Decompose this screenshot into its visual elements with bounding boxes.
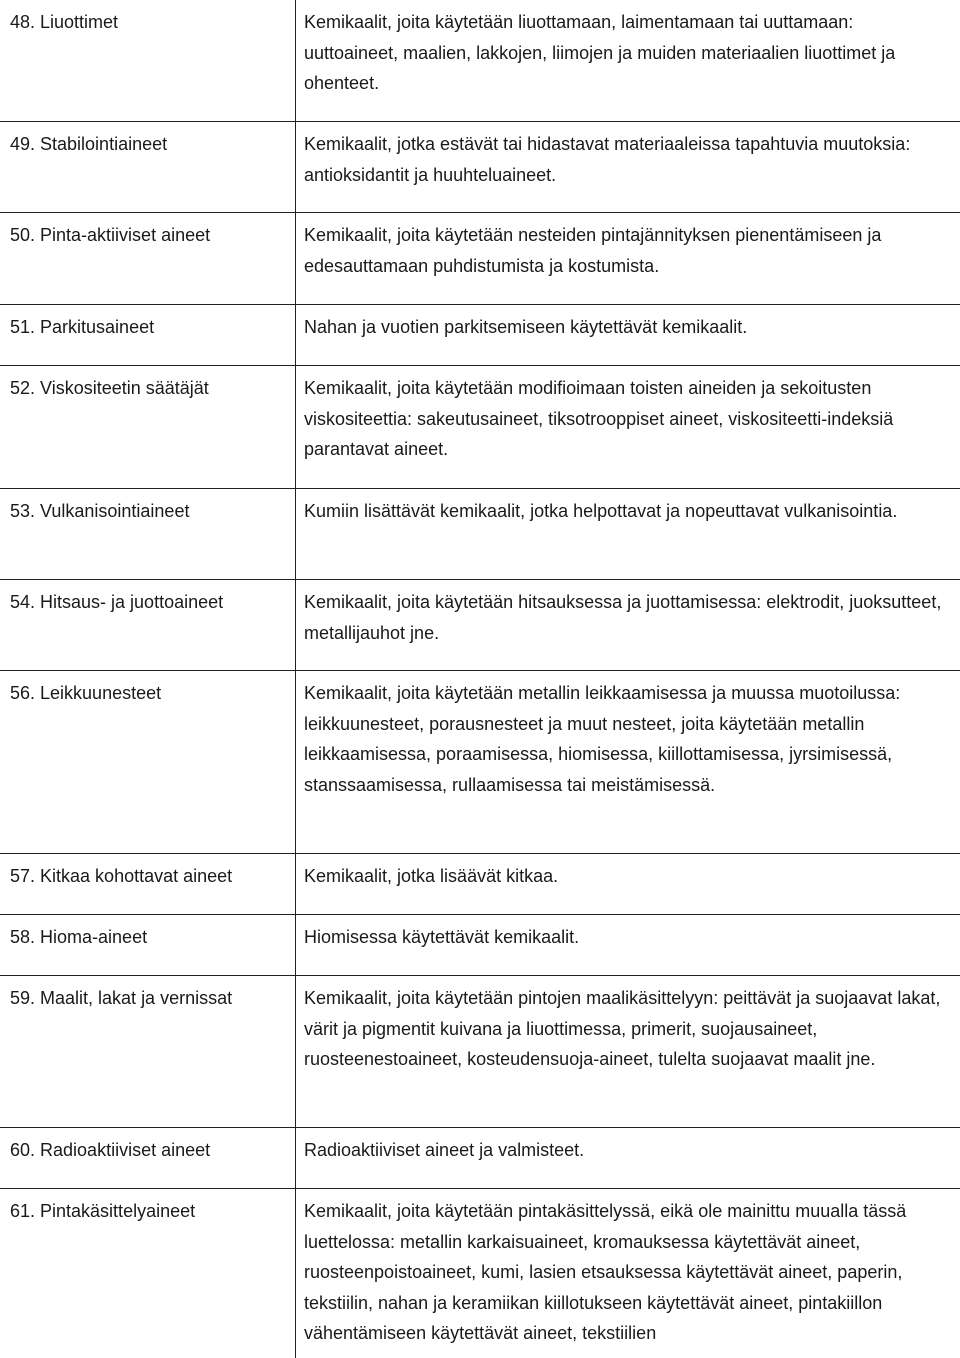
table-row [0,122,960,213]
term-cell: 56. Leikkuunesteet [0,671,296,853]
table-row [0,671,960,854]
table-row [0,854,960,915]
definition-cell: Kemikaalit, jotka lisäävät kitkaa. [304,866,559,886]
definition-cell: Hiomisessa käytettävät kemikaalit. [304,927,580,947]
term-cell: 49. Stabilointiaineet [0,122,296,212]
table-row [0,0,960,122]
definition-cell: Kemikaalit, joita käytetään nesteiden pintajännityksen pienentämiseen ja edesauttamaan puhdistumista ja kostumista. [304,225,882,276]
definition-cell: Kemikaalit, joita käytetään modifioimaan toisten aineiden ja sekoitusten viskositeettia: sakeutusaineet, tiksotrooppiset aineet, viskositeetti-indeksiä parantavat aineet. [304,378,894,459]
term-cell: 51. Parkitusaineet [0,305,296,365]
definition-cell: Kemikaalit, joita käytetään pintakäsittelyssä, eikä ole mainittu muualla tässä luettelossa: metallin karkaisuaineet, kromauksessa käytettävät aineet, ruosteenpoistoaineet, kumi, lasien etsauksessa käytettävät aineet, paperin, tekstiilin, nahan ja keramiikan kiillotukseen käytettävät aineet, pintakiillon vähentämiseen käytettävät aineet, tekstiilien [304,1201,907,1343]
definition-cell: Nahan ja vuotien parkitsemiseen käytettävät kemikaalit. [304,317,748,337]
table-row [0,1128,960,1189]
table-row [0,366,960,489]
table-row [0,976,960,1128]
term-cell: 53. Vulkanisointiaineet [0,489,296,579]
table-row [0,213,960,305]
table-row [0,1189,960,1358]
term-cell: 48. Liuottimet [0,0,296,121]
definition-cell: Kumiin lisättävät kemikaalit, jotka helpottavat ja nopeuttavat vulkanisointia. [304,501,898,521]
term-cell: 61. Pintakäsittelyaineet [0,1189,296,1358]
table-row [0,305,960,366]
definition-cell: Radioaktiiviset aineet ja valmisteet. [304,1140,585,1160]
term-cell: 50. Pinta-aktiiviset aineet [0,213,296,304]
definition-cell: Kemikaalit, joita käytetään pintojen maalikäsittelyyn: peittävät ja suojaavat lakat, värit ja pigmentit kuivana ja liuottimessa, primerit, suojausaineet, ruosteenestoaineet, kosteudensuoja-aineet, tulelta suojaavat maalit jne. [304,988,941,1069]
term-cell: 60. Radioaktiiviset aineet [0,1128,296,1188]
table-row [0,580,960,671]
definition-cell: Kemikaalit, joita käytetään hitsauksessa ja juottamisessa: elektrodit, juoksutteet, metallijauhot jne. [304,592,942,643]
term-cell: 59. Maalit, lakat ja vernissat [0,976,296,1127]
term-cell: 58. Hioma-aineet [0,915,296,975]
term-cell: 57. Kitkaa kohottavat aineet [0,854,296,914]
table-row [0,915,960,976]
definition-cell: Kemikaalit, joita käytetään liuottamaan, laimentamaan tai uuttamaan: uuttoaineet, maalien, lakkojen, liimojen ja muiden materiaalien liuottimet ja ohenteet. [304,12,896,93]
definition-cell: Kemikaalit, jotka estävät tai hidastavat materiaaleissa tapahtuvia muutoksia: antioksidantit ja huuhteluaineet. [304,134,911,185]
table-row [0,489,960,580]
definition-cell: Kemikaalit, joita käytetään metallin leikkaamisessa ja muussa muotoilussa: leikkuunesteet, porausnesteet ja muut nesteet, joita käytetään metallin leikkaamisessa, poraamisessa, hiomisessa, kiillottamisessa, jyrsimisessä, stanssaamisessa, rullaamisessa tai meistämisessä. [304,683,901,795]
term-cell: 54. Hitsaus- ja juottoaineet [0,580,296,670]
term-cell: 52. Viskositeetin säätäjät [0,366,296,488]
